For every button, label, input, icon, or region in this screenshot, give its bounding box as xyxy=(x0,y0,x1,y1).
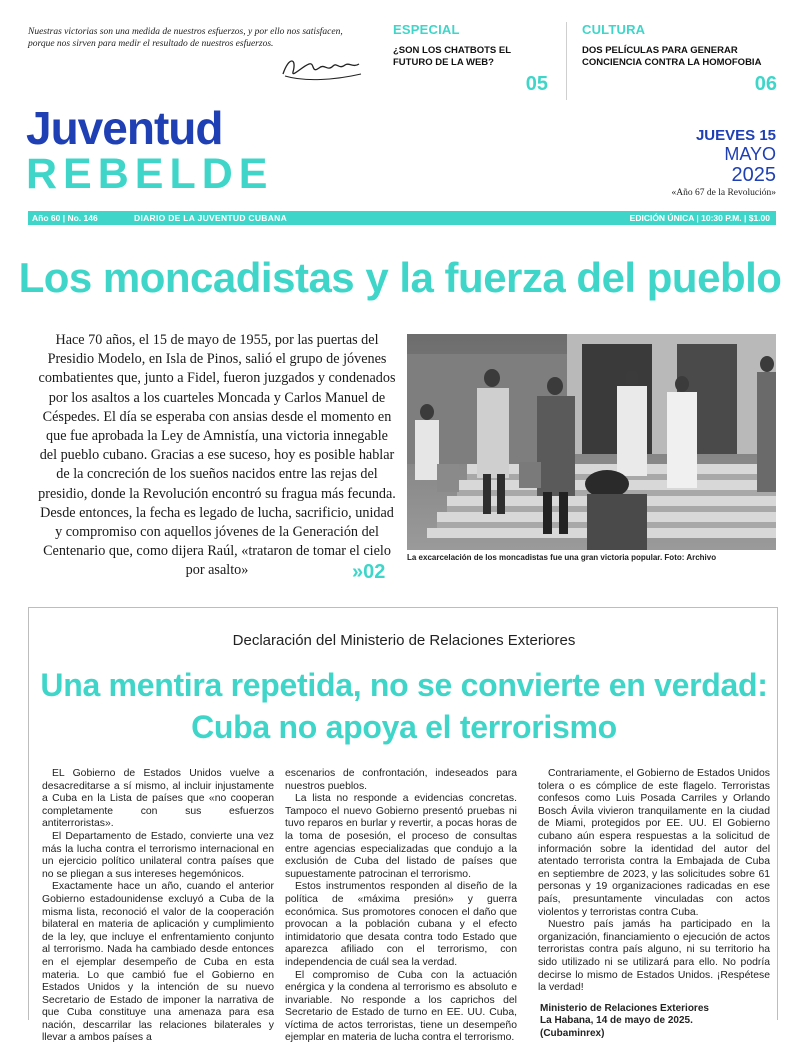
declaration-headline-line2: Cuba no apoya el terrorismo xyxy=(191,709,617,745)
moncadistas-photo xyxy=(407,334,776,550)
promo-headline: DOS PELÍCULAS PARA GENERAR CONCIENCIA CONTRA LA HOMOFOBIA xyxy=(582,45,777,69)
edition-info: EDICIÓN ÚNICA | 10:30 P.M. | $1.00 xyxy=(630,211,770,225)
masthead-rebelde: REBELDE xyxy=(26,151,273,197)
lead-photo xyxy=(407,334,776,550)
paragraph: Contrariamente, el Gobierno de Estados Unidos tolera o es cómplice de este flagelo. Terroristas confesos como Luis Posada Carriles y Orlando Bosch Ávila vivieron tranquilamente en la ciudad de Miami, protegidos por EE. UU. El Gobierno cubano aún espera respuestas a la solicitud de información sobre la identidad del autor del atentado terrorista contra la Embajada de Cuba en septiembre de 2023, y las solicitudes sobre 61 personas y 19 organizaciones radicadas en ese país, presuntamente vinculadas con actos violentos y terroristas contra Cuba. xyxy=(538,768,770,919)
signature-line2: La Habana, 14 de mayo de 2025. xyxy=(540,1015,693,1026)
signature-image xyxy=(275,46,365,86)
date-era: «Año 67 de la Revolución» xyxy=(672,188,776,198)
masthead-juventud: Juventud xyxy=(26,103,222,153)
date-month: MAYO xyxy=(672,144,776,164)
jump-to-page-link[interactable]: »02 xyxy=(352,561,385,584)
signature-line3: (Cubaminrex) xyxy=(540,1028,604,1039)
promo-cultura[interactable] xyxy=(582,22,777,100)
fidel-quote: Nuestras victorias son una medida de nuestros esfuerzos, y por ello nos satisfacen, porque nos sirven para medir el resultado de nuestros esfuerzos. xyxy=(28,26,358,50)
paragraph: El compromiso de Cuba con la actuación enérgica y la condena al terrorismo es absoluto e invariable. No responde a los caprichos del Secretario de Estado de turno en EE. UU. Cuba, víctima de actos terroristas, tiene un desempeño ejemplar en materia de lucha contra el terrorismo. xyxy=(285,970,517,1045)
declaration-column-2 xyxy=(285,768,517,1045)
signature-line1: Ministerio de Relaciones Exteriores xyxy=(540,1003,709,1014)
photo-caption: La excarcelación de los moncadistas fue una gran victoria popular. Foto: Archivo xyxy=(407,553,776,562)
info-bar xyxy=(28,211,776,225)
date-year: 2025 xyxy=(672,164,776,186)
paragraph: Estos instrumentos responden al diseño de la política de «máxima presión» y guerra económica. Sus promotores conocen el daño que provocan a la población cubana y el efecto intimidatorio que desata contra todo Estado que aparezca afiliado con el terrorismo, con independencia de cuál sea la verdad. xyxy=(285,881,517,969)
lead-body: Hace 70 años, el 15 de mayo de 1955, por las puertas del Presidio Modelo, en Isla de Pinos, salió el grupo de jóvenes combatientes que, junto a Fidel, fueron juzgados y condenados por los asaltos a los cuarteles Moncada y Carlos Manuel de Céspedes. El día se esperaba con ansias desde el momento en que fue aprobada la Ley de Amnistía, una victoria innegable del pueblo cubano. Gracias a ese suceso, hoy es posible hablar de la concreción de los sueños nacidos entre las rejas del presidio, donde la Revolución encontró su fragua más fecunda. Desde entonces, la fecha es legado de lucha, sacrificio, unidad y compromiso con aquellos jóvenes de la Generación del Centenario que, como dijera Raúl, «trataron de tomar el cielo por asalto» xyxy=(36,331,398,581)
promo-category: CULTURA xyxy=(582,22,777,37)
declaration-column-3 xyxy=(538,768,770,1040)
paragraph: El Departamento de Estado, convierte una vez más la lucha contra el terrorismo internacional en un ejercicio político unilateral contra países que no se pliegan a sus intereses hegemónicos. xyxy=(42,831,274,881)
promo-divider xyxy=(566,22,567,100)
declaration-box xyxy=(28,607,778,1020)
lead-headline[interactable]: Los moncadistas y la fuerza del pueblo xyxy=(0,250,800,306)
promo-headline: ¿SON LOS CHATBOTS EL FUTURO DE LA WEB? xyxy=(393,45,548,69)
promo-especial[interactable] xyxy=(393,22,548,100)
declaration-signature xyxy=(538,1003,770,1040)
declaration-headline[interactable] xyxy=(29,664,779,748)
issue-date xyxy=(672,127,776,198)
declaration-headline-line1: Una mentira repetida, no se convierte en verdad: xyxy=(40,667,767,703)
paragraph: EL Gobierno de Estados Unidos vuelve a desacreditarse a sí mismo, al incluir injustamente a Cuba en la Lista de países que «no cooperan completamente con sus esfuerzos antiterroristas». xyxy=(42,768,274,831)
paragraph: La lista no responde a evidencias concretas. Tampoco el nuevo Gobierno presentó pruebas ni tuvo reparos en burlar y revertir, a pocas horas de la toma de posesión, el proceso de consultas entre agencias especializadas que condujo a la exclusión de Cuba del listado de países que supuestamente patrocinan el terrorismo. xyxy=(285,793,517,881)
promo-page-number: 05 xyxy=(526,73,548,96)
paragraph: Nuestro país jamás ha participado en la organización, financiamiento o ejecución de actos terroristas contra país alguno, ni su territorio ha sido utilizado ni se utilizará para ello. No podría decirse lo mismo de Estados Unidos. ¡Respétese la verdad! xyxy=(538,919,770,995)
paragraph: Exactamente hace un año, cuando el anterior Gobierno estadounidense excluyó a Cuba de la misma lista, reconoció el valor de la cooperación bilateral en materia de aplicación y cumplimiento de la ley, que incluye el enfrentamiento conjunto al terrorismo. Nada ha cambiado desde entonces en el ejemplar desempeño de Cuba en esta materia. Lo que cambió fue el Gobierno en Estados Unidos y la intención de su nuevo Secretario de Estado de imponer la narrativa de que Cuba constituye una amenaza para esa nación, descarrilar las relaciones bilaterales y llevar a ambos países a xyxy=(42,881,274,1045)
top-strip xyxy=(0,0,800,100)
date-day: JUEVES 15 xyxy=(672,127,776,144)
issue-number: Año 60 | No. 146 xyxy=(32,211,98,225)
promo-page-number: 06 xyxy=(755,73,777,96)
declaration-kicker: Declaración del Ministerio de Relaciones Exteriores xyxy=(29,632,779,649)
declaration-column-1 xyxy=(42,768,274,1045)
tagline: DIARIO DE LA JUVENTUD CUBANA xyxy=(134,211,287,225)
promo-category: ESPECIAL xyxy=(393,22,548,37)
paragraph: escenarios de confrontación, indeseados para nuestros pueblos. xyxy=(285,768,517,793)
